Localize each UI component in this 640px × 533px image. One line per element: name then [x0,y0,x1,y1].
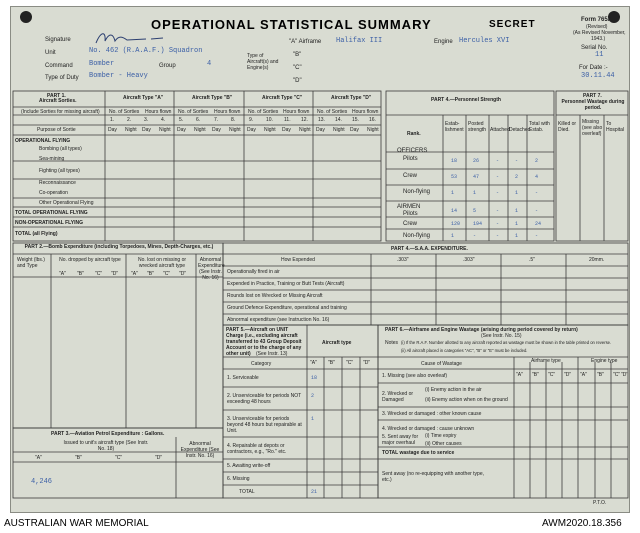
how-expended-label: How Expended [281,257,315,263]
airframe-a-value: Halifax III [336,37,383,45]
wastage-col: "C" [548,372,556,378]
wastage-wrecked: 2. Wrecked or Damaged [382,391,414,403]
abnormal-label: Abnormal Expenditure (See Instr. No. 16) [198,257,225,281]
form-revised: (Revised) [586,24,608,30]
wastage-other-known: 3. Wrecked or damaged : other known cause [382,411,482,417]
col-day-night: Night [264,127,276,133]
weight-label: Weight (lbs.) and Type [17,257,45,269]
cat-unserv-beyond: 3. Unserviceable for periods beyond 48 hours but repairable at Unit. [227,416,302,434]
col-attached: Attached [490,127,510,133]
col-number: 11. [284,117,291,123]
aircraft-type-label: Aircraft type [322,340,352,346]
wastage-col: "B" [532,372,539,378]
dropped-label: No. dropped by aircraft type [59,257,121,263]
bomb-col-dropped: "C" [95,271,103,277]
wastage-sent-away: Sent away (no re-equipping with another type, etc.) [382,471,485,483]
part3-title: PART 3.—Aviation Petrol Expenditure : Gallons. [51,431,165,437]
part6-note2: (ii) All aircraft placed in categories "AC", "B" or "E" must be included. [401,348,528,353]
col-number: 2. [127,117,132,123]
personnel-value: 24 [535,221,542,227]
type-duty-label: Type of Duty [45,75,79,81]
aircraft-col: "A" [310,360,317,366]
aircraft-a-value: 21 [311,489,318,495]
col-number: 12. [301,117,308,123]
cat-missing: 6. Missing [227,476,250,482]
row-total-all: TOTAL (all Flying) [15,231,58,237]
row-operational-flying: OPERATIONAL FLYING [15,138,71,144]
officers-pilots-label: Pilots [403,156,418,162]
command-label: Command [45,63,73,69]
form-as-revised: (As Revised November, [573,30,626,36]
col-day-night: Day [316,127,325,133]
part7-subtitle: Personnel Wastage during period. [561,99,625,111]
personnel-value: 120 [451,221,461,227]
other-causes: (ii) Other causes [425,441,462,447]
hours-flown-label: Hours flown [214,109,241,115]
aircraft-type-b: Aircraft Type "B" [192,95,233,101]
wastage-overhaul: 5. Sent away for major overhaul [382,434,419,446]
aircraft-a-value: 1 [311,416,315,422]
wastage-cause-unknown: 4. Wrecked or damaged : cause unknown [382,426,475,432]
enemy-action-ground: (ii) Enemy action when on the ground [425,397,508,403]
secret-label: SECRET [489,19,536,30]
part1-title: PART 1. [47,93,66,99]
petrol-col-d: "D" [155,455,163,461]
personnel-value: 194 [473,221,483,227]
personnel-value: - [496,208,500,214]
row-total-operational: TOTAL OPERATIONAL FLYING [15,210,88,216]
airmen-label: AIRMEN [397,204,421,210]
col-number: 16. [369,117,376,123]
col-hospital: To Hospital [606,121,625,133]
saa-title: PART 4.—S.A.A. EXPENDITURE. [391,246,468,252]
type-duty-value: Bomber - Heavy [89,72,148,80]
personnel-value: - [515,158,519,164]
saa-row-ground: Ground Defence Expenditure, operational and training [227,305,347,311]
footer [0,513,640,533]
personnel-value: 2 [515,174,519,180]
footer-credit: AUSTRALIAN WAR MEMORIAL [4,518,149,529]
col-day-night: Day [142,127,151,133]
personnel-value: 53 [451,174,458,180]
form-number: Form 765A [581,17,613,23]
saa-row-abnormal: Abnormal expenditure (see Instruction No. 16) [227,317,330,323]
col-number: 7. [214,117,219,123]
col-day-night: Night [229,127,241,133]
aircraft-col: "C" [346,360,354,366]
hours-flown-label: Hours flown [145,109,172,115]
col-day-night: Night [125,127,137,133]
wastage-col: "D" [621,372,629,378]
personnel-value: - [535,233,539,239]
col-number: 9. [249,117,254,123]
no-sorties-label: No. of Sorties [317,109,348,115]
col-day-night: Night [299,127,311,133]
airmen-nonflying-label: Non-flying [403,233,431,239]
airframe-type-label: Airframe type [531,358,561,364]
bomb-col-lost: "D" [179,271,187,277]
aircraft-type-a: Aircraft Type "A" [123,95,164,101]
wastage-col: "D" [564,372,572,378]
col-day-night: Day [282,127,291,133]
group-value: 4 [207,60,212,68]
col-day-night: Night [159,127,171,133]
col-number: 14. [335,117,342,123]
col-missing: Missing (see also overleaf) [582,119,603,137]
wastage-missing: 1. Missing (see also overleaf) [382,373,448,379]
col-day-night: Day [177,127,186,133]
col-number: 8. [231,117,236,123]
personnel-value: 1 [473,190,477,196]
aircraft-col: "D" [363,360,371,366]
type-aircraft-label: Type of Aircraft(s) and Engine(s) [247,53,279,71]
petrol-col-b: "B" [75,455,82,461]
part6-instr: (See Instr. No. 15) [481,333,522,339]
form-year: 1943.) [591,36,606,42]
personnel-value: 14 [451,208,458,214]
cat-total: TOTAL [239,489,255,495]
no-sorties-label: No. of Sorties [109,109,140,115]
wastage-col: "C" [613,372,621,378]
personnel-value: 4 [535,174,539,180]
aircraft-type-d: Aircraft Type "D" [331,95,372,101]
for-date-value: 30.11.44 [581,72,615,80]
col-number: 6. [196,117,201,123]
saa-row-lost: Rounds lost on Wrecked or Missing Aircraft [227,293,323,299]
col-number: 5. [179,117,184,123]
col-day-night: Day [108,127,117,133]
officers-crew-label: Crew [403,173,418,179]
unit-value: No. 462 (R.A.A.F.) Squadron [89,47,203,55]
part4-title: PART 4.—Personnel Strength [431,97,501,103]
wastage-total: TOTAL wastage due to service [382,450,455,456]
hours-flown-label: Hours flown [352,109,379,115]
form-title: OPERATIONAL STATISTICAL SUMMARY [151,17,432,32]
airmen-pilots-label: Pilots [403,211,418,217]
part5-title: PART 5.—Aircraft on UNIT Charge (i.e., excluding aircraft transferred to 43 Group Deposit Account or to the charge of any other unit) [226,327,302,357]
col-total-estab: Total with Estab. [529,121,550,133]
col-number: 15. [352,117,359,123]
col-day-night: Day [350,127,359,133]
row-fighting: Fighting (all types) [39,168,80,174]
col-number: 3. [144,117,149,123]
bomb-col-lost: "B" [147,271,154,277]
no-sorties-label: No. of Sorties [248,109,279,115]
unit-label: Unit [45,50,56,56]
part5-instr: (See Instr. 13) [256,351,288,357]
engine-label: Engine [434,39,453,45]
wastage-col: "A" [516,372,523,378]
row-co-operation: Co-operation [39,190,68,196]
petrol-col-c: "C" [115,455,123,461]
airframe-d-label: "D" [293,78,302,84]
issued-label: Issued to unit's aircraft type (See Instr. No. 18) [63,440,149,452]
col-establishment: Estab-lishment [445,121,464,133]
personnel-value: 1 [515,190,519,196]
purpose-label: Purpose of Sortie [37,127,76,133]
part1-subtitle: Aircraft Sorties. [39,98,77,104]
rank-label: Rank. [407,131,421,137]
notes-label: Notes [385,340,399,346]
bomb-col-dropped: "A" [59,271,66,277]
cat-repairable: 4. Repairable at depots or contractors, e.g., "Ro." etc. [227,443,287,455]
serial-label: Serial No. [581,45,608,51]
calibre-303-2: .303" [463,257,475,263]
time-expiry: (i) Time expiry [425,433,457,439]
personnel-value: - [496,233,500,239]
engine-type-label: Engine type [591,358,618,364]
group-label: Group [159,63,176,69]
calibre-303: .303" [397,257,409,263]
saa-row-practice: Expended in Practice, Training or Butt Tests (Aircraft) [227,281,345,287]
officers-label: OFFICERS [397,148,428,154]
personnel-value: 18 [451,158,458,164]
officers-nonflying-label: Non-flying [403,189,431,195]
personnel-value: 1 [451,233,455,239]
col-day-night: Night [367,127,379,133]
engine-a-value: Hercules XVI [459,37,510,45]
personnel-value: - [496,158,500,164]
col-day-night: Day [212,127,221,133]
airframe-a-label: "A" Airframe [289,39,322,45]
row-bombing: Bombing (all types) [39,146,82,152]
cat-serviceable: 1. Serviceable [227,375,259,381]
personnel-value: 1 [451,190,455,196]
enemy-action-air: (i) Enemy action in the air [425,387,482,393]
personnel-value: - [535,190,539,196]
personnel-value: - [496,221,500,227]
bomb-col-lost: "C" [163,271,171,277]
col-number: 1. [110,117,115,123]
hours-flown-label: Hours flown [283,109,310,115]
personnel-value: - [496,174,500,180]
col-number: 13. [318,117,325,123]
bomb-col-dropped: "B" [77,271,84,277]
row-other-operational: Other Operational Flying [39,200,94,206]
part7-title: PART 7. [583,93,602,99]
calibre-20mm: 20mm. [589,257,605,263]
col-killed: Killed or Died. [558,121,577,133]
col-detached: Detached [509,127,531,133]
serial-value: 11 [595,51,604,59]
cat-unserv-48: 2. Unserviceable for periods NOT exceeding 48 hours [227,393,302,405]
signature-label: Signature [45,37,71,43]
row-reconnaissance: Reconnaissance [39,180,76,186]
airframe-b-label: "B" [293,52,302,58]
footer-accession: AWM2020.18.356 [542,518,622,529]
part6-note1: (i) If the R.A.F. Number allotted to any aircraft reported as wastage must be shown in the table printed on reverse. [401,340,612,345]
aircraft-a-value: 2 [311,393,315,399]
personnel-value: 1 [515,221,519,227]
petrol-abnormal-label: Abnormal Expenditure (See Instr. No. 16) [180,441,220,459]
airmen-crew-label: Crew [403,221,418,227]
row-non-operational: NON-OPERATIONAL FLYING [15,220,83,226]
aircraft-col: "B" [328,360,335,366]
wastage-col: "B" [597,372,604,378]
col-day-night: Day [247,127,256,133]
personnel-value: - [473,233,477,239]
calibre-5: .5" [529,257,535,263]
petrol-col-a: "A" [35,455,42,461]
col-number: 4. [161,117,166,123]
col-day-night: Night [333,127,345,133]
cause-label: Cause of Wastage [421,361,462,367]
col-posted: Posted strength [468,121,487,133]
for-date-label: For Date :- [579,65,608,71]
pto-label: P.T.O. [593,500,607,506]
petrol-a-value: 4,246 [31,478,53,486]
signature [91,29,191,49]
airframe-c-label: "C" [293,65,302,71]
personnel-value: 2 [535,158,539,164]
row-sea-mining: Sea-mining [39,156,65,162]
col-day-night: Night [194,127,206,133]
bomb-col-lost: "A" [131,271,138,277]
no-sorties-label: No. of Sorties [178,109,209,115]
personnel-value: 1 [515,208,519,214]
personnel-value: 5 [473,208,477,214]
wastage-col: "A" [580,372,587,378]
category-label: Category [251,361,272,367]
personnel-value: - [496,190,500,196]
personnel-value: 1 [515,233,519,239]
command-value: Bomber [89,60,115,68]
cat-awaiting: 5. Awaiting write-off [227,463,271,469]
part2-title: PART 2.—Bomb Expenditure (including Torpedoes, Mines, Depth-Charges, etc.) [24,244,214,250]
part1-note: (Include Sorties for missing aircraft) [21,109,100,115]
saa-row-fired: Operationally fired in air [227,269,280,275]
personnel-value: 47 [473,174,480,180]
personnel-value: - [535,208,539,214]
lost-label: No. lost on missing or wrecked aircraft type [137,257,187,269]
aircraft-a-value: 18 [311,375,318,381]
part6-title: PART 6.—Airframe and Engine Wastage (arising during period covered by return) [385,327,578,333]
form-sheet [10,6,630,513]
bomb-col-dropped: "D" [111,271,119,277]
personnel-value: 26 [473,158,480,164]
aircraft-type-c: Aircraft Type "C" [262,95,303,101]
col-number: 10. [266,117,273,123]
